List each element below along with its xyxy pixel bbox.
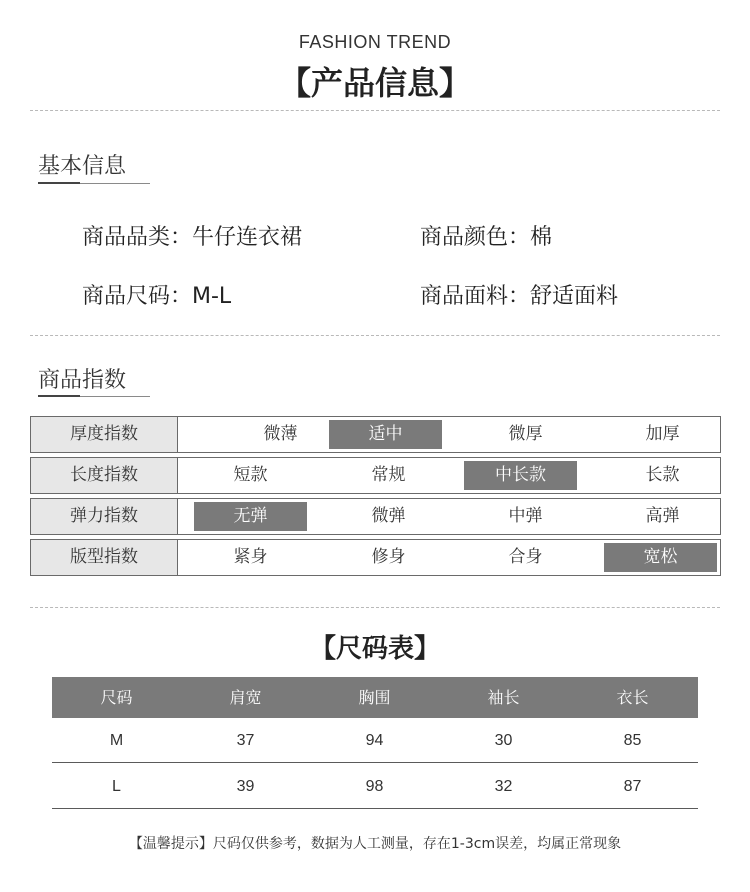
product-index-title: 商品指数 <box>38 368 127 393</box>
index-option-selected: 无弹 <box>194 502 307 531</box>
index-option: 加厚 <box>645 424 680 444</box>
section-underline-accent <box>38 395 80 397</box>
index-row-elasticity <box>30 498 721 535</box>
index-row-length <box>30 457 721 494</box>
index-option: 微厚 <box>508 424 543 444</box>
section-underline-accent <box>38 182 80 184</box>
index-row-thickness <box>30 416 721 453</box>
index-row-label: 弹力指数 <box>31 499 178 534</box>
table-header-cell: 尺码 <box>100 688 133 707</box>
info-item-category <box>82 220 302 251</box>
table-cell: 85 <box>623 732 642 749</box>
info-item-size <box>82 279 231 310</box>
index-option-selected: 适中 <box>329 420 442 449</box>
index-option: 合身 <box>508 547 543 567</box>
info-item-fabric <box>420 279 618 310</box>
index-option: 修身 <box>371 547 406 567</box>
index-option-selected: 中长款 <box>464 461 577 490</box>
table-cell: 30 <box>494 732 513 749</box>
info-value: 舒适面料 <box>530 284 619 309</box>
table-header-cell: 衣长 <box>616 688 649 707</box>
table-row <box>52 718 698 763</box>
table-header-cell: 胸围 <box>358 688 391 707</box>
table-header-cell: 肩宽 <box>229 688 262 707</box>
index-option: 微弹 <box>371 506 406 526</box>
info-item-color <box>420 220 552 251</box>
header-subtitle: FASHION TREND <box>298 32 452 52</box>
table-row <box>52 764 698 809</box>
index-option: 常规 <box>371 465 406 485</box>
size-tip-note: 【温馨提示】尺码仅供参考，数据为人工测量，存在1-3cm误差，均属正常现象 <box>128 836 622 852</box>
basic-info-title: 基本信息 <box>38 154 127 179</box>
index-option: 长款 <box>645 465 680 485</box>
index-option: 中弹 <box>508 506 543 526</box>
table-cell: L <box>112 778 121 795</box>
size-table-header <box>52 677 698 718</box>
divider <box>30 607 720 608</box>
table-cell: 98 <box>365 778 384 795</box>
info-value: M-L <box>192 284 232 309</box>
size-chart-title: 【尺码表】 <box>309 634 440 664</box>
index-row-label: 厚度指数 <box>31 417 178 452</box>
index-option: 高弹 <box>645 506 680 526</box>
info-label: 商品颜色： <box>420 225 531 250</box>
index-row-label: 版型指数 <box>31 540 178 575</box>
index-row-fit <box>30 539 721 576</box>
index-option-selected: 宽松 <box>604 543 717 572</box>
table-cell: 37 <box>236 732 255 749</box>
table-cell: M <box>109 732 124 749</box>
table-cell: 32 <box>494 778 513 795</box>
table-header-cell: 袖长 <box>487 688 520 707</box>
divider <box>30 335 720 336</box>
index-option: 微薄 <box>263 424 298 444</box>
info-label: 商品面料： <box>420 284 531 309</box>
info-value: 棉 <box>530 225 553 250</box>
table-cell: 39 <box>236 778 255 795</box>
table-cell: 94 <box>365 732 384 749</box>
info-value: 牛仔连衣裙 <box>192 225 303 250</box>
divider <box>30 110 720 111</box>
index-option: 紧身 <box>233 547 268 567</box>
index-option: 短款 <box>233 465 268 485</box>
index-row-label: 长度指数 <box>31 458 178 493</box>
info-label: 商品尺码： <box>82 284 193 309</box>
info-label: 商品品类： <box>82 225 193 250</box>
page-title: 【产品信息】 <box>278 64 471 102</box>
table-cell: 87 <box>623 778 642 795</box>
